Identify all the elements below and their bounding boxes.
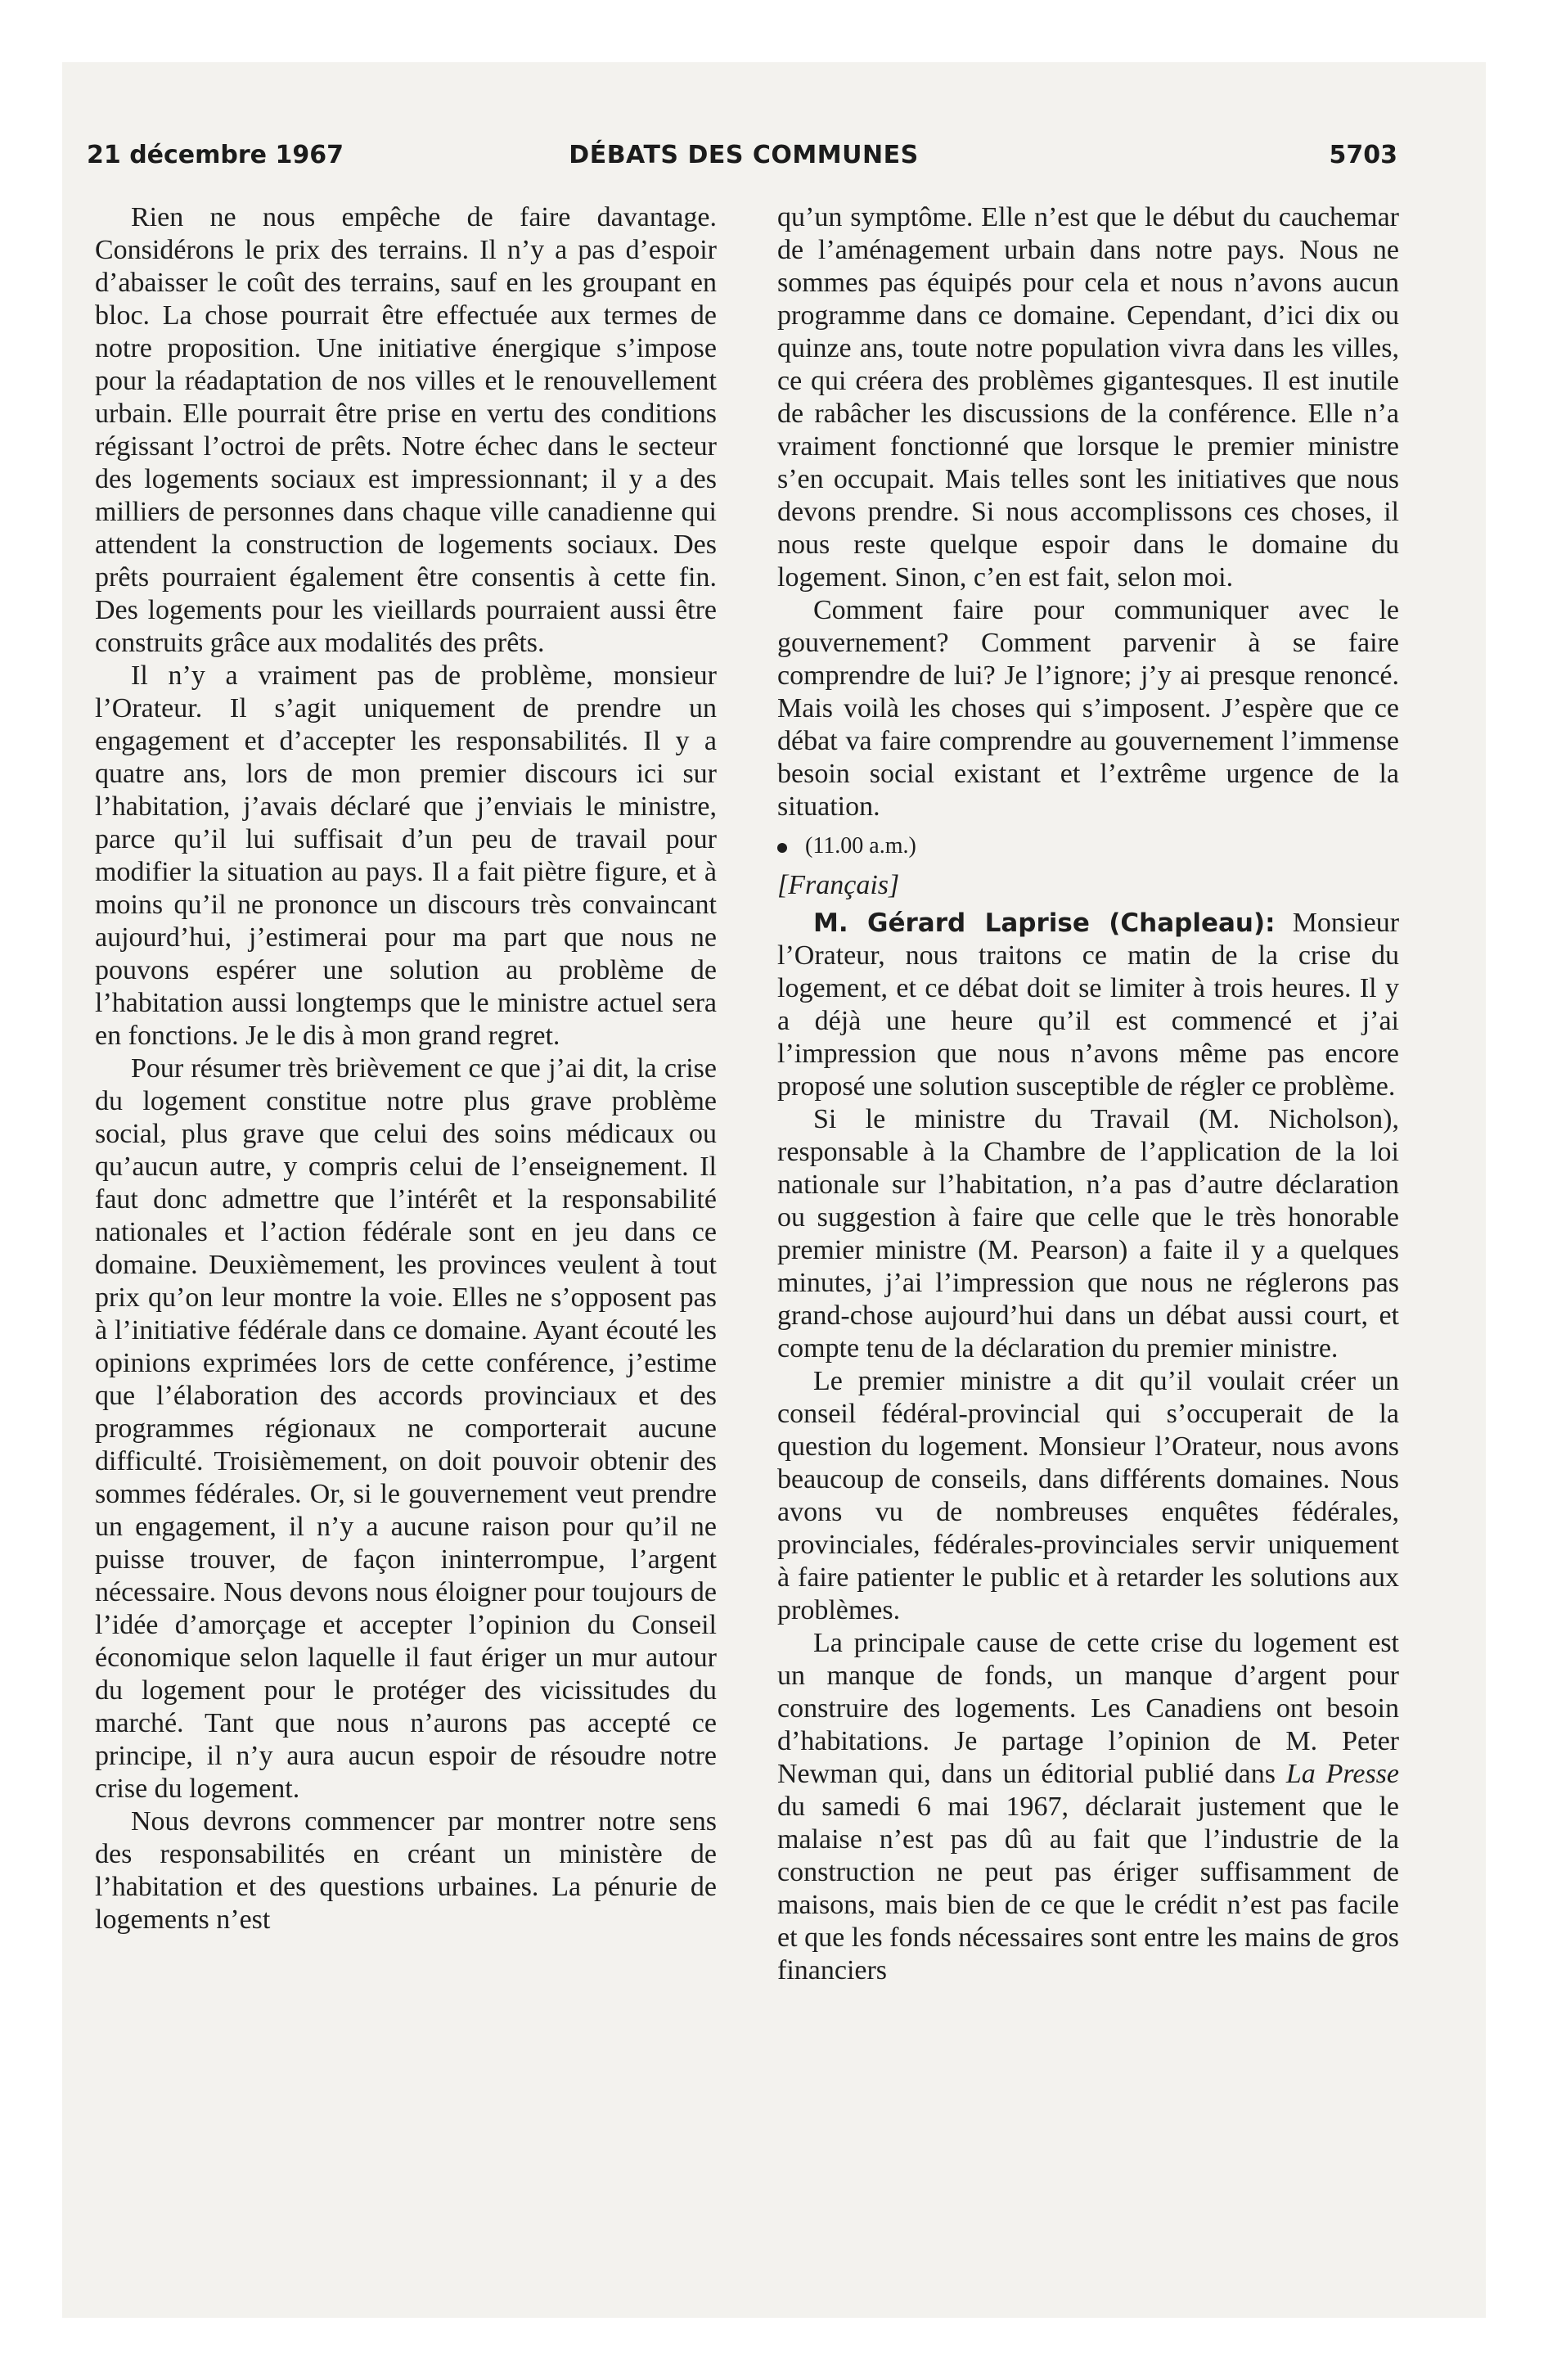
paragraph: qu’un symptôme. Elle n’est que le début du cauchemar de l’aménagement urbain dans notre pays. Nous ne sommes pas équipés pour cela et nous n’avons aucun programme dans ce domaine. Cependant, d’ici dix ou quinze ans, toute notre population vivra dans les villes, ce qui créera des problèmes gigantesques. Il est inutile de rabâcher les discussions de la conférence. Elle n’a vraiment fonctionné que lorsque le premier ministre s’en occupait. Mais telles sont les initiatives que nous devons prendre. Si nous accomplissons ces choses, il nous reste quelque espoir dans le domaine du logement. Sinon, c’en est fait, selon moi. — [777, 202, 1399, 593]
paragraph — [777, 1627, 1399, 1987]
left-column — [95, 201, 717, 1936]
paragraph: Comment faire pour communiquer avec le gouvernement? Comment parvenir à se faire comprendre de lui? Je l’ignore; j’y ai presque renoncé. Mais voilà les choses qui s’imposent. J’espère que ce débat va faire comprendre au gouvernement l’immense besoin social existant et l’extrême urgence de la situation. — [777, 595, 1399, 822]
header-title: DÉBATS DES COMMUNES — [569, 141, 919, 169]
speech-text: Monsieur l’Orateur, nous traitons ce matin de la crise du logement, et ce débat doit se limiter à trois heures. Il y a déjà une heure qu’il est commencé et j’ai l’impression que nous n’avons même pas encore proposé une solution susceptible de régler ce problème. — [777, 908, 1400, 1102]
speech-text: La principale cause de cette crise du logement est un manque de fonds, un manque d’argent pour construire des logements. Les Canadiens ont besoin d’habitations. Je partage l’opinion de M. Peter Newman qui, dans un éditorial publié dans — [777, 1628, 1399, 1789]
right-column — [777, 201, 1399, 1987]
publication-name: La Presse — [1285, 1759, 1399, 1789]
paragraph — [777, 907, 1399, 1103]
paragraph: Pour résumer très brièvement ce que j’ai dit, la crise du logement constitue notre plus grave problème social, plus grave que celui des soins médicaux ou qu’aucun autre, y compris celui de l’enseignement. Il faut donc admettre que l’intérêt et la responsabilité nationales et l’action fédérale sont en jeu dans ce domaine. Deuxièmement, les provinces veulent à tout prix qu’on leur montre la voie. Elles ne s’opposent pas à l’initiative fédérale dans ce domaine. Ayant écouté les opinions exprimées lors de cette conférence, j’estime que l’élaboration des accords provinciaux et des programmes régionaux ne comporterait aucune difficulté. Troisièmement, on doit pouvoir obtenir des sommes fédérales. Or, si le gouvernement veut prendre un engagement, il n’y a aucune raison pour qu’il ne puisse trouver, de façon ininterrompue, l’argent nécessaire. Nous devons nous éloigner pour toujours de l’idée d’amorçage et accepter l’opinion du Conseil économique selon laquelle il faut ériger un mur autour du logement pour le protéger des vicissitudes du marché. Tant que nous n’aurons pas accepté ce principe, il n’y aura aucun espoir de résoudre notre crise du logement. — [95, 1053, 717, 1804]
bullet-icon — [777, 843, 787, 853]
paragraph: Le premier ministre a dit qu’il voulait créer un conseil fédéral-provincial qui s’occuperait de la question du logement. Monsieur l’Orateur, nous avons beaucoup de conseils, dans différents domaines. Nous avons vu de nombreuses enquêtes fédérales, provinciales, fédérales-provinciales servir uniquement à faire patienter le public et à retarder les solutions aux problèmes. — [777, 1366, 1399, 1625]
header-date: 21 décembre 1967 — [87, 141, 344, 169]
time-label: (11.00 a.m.) — [805, 833, 916, 859]
time-marker — [777, 830, 1399, 863]
paragraph: Nous devrons commencer par montrer notre sens des responsabilités en créant un ministère de l’habitation et des questions urbaines. La pénurie de logements n’est — [95, 1806, 717, 1935]
paragraph: Il n’y a vraiment pas de problème, monsieur l’Orateur. Il s’agit uniquement de prendre un engagement et d’accepter les responsabilités. Il y a quatre ans, lors de mon premier discours ici sur l’habitation, j’avais déclaré que j’enviais le ministre, parce qu’il lui suffisait d’un peu de travail pour modifier la situation au pays. Il a fait piètre figure, et à moins qu’il ne prononce un discours très convaincant aujourd’hui, j’estimerai pour ma part que nous ne pouvons espérer une solution au problème de l’habitation aussi longtemps que le ministre actuel sera en fonctions. Je le dis à mon grand regret. — [95, 660, 717, 1051]
paragraph: Rien ne nous empêche de faire davantage. Considérons le prix des terrains. Il n’y a pas d’espoir d’abaisser le coût des terrains, sauf en les groupant en bloc. La chose pourrait être effectuée aux termes de notre proposition. Une initiative énergique s’impose pour la réadaptation de nos villes et le renouvellement urbain. Elle pourrait être prise en vertu des conditions régissant l’octroi de prêts. Notre échec dans le secteur des logements sociaux est impressionnant; il y a des milliers de personnes dans chaque ville canadienne qui attendent la construction de logements sociaux. Des prêts pourraient également être consentis à cette fin. Des logements pour les vieillards pourraient aussi être construits grâce aux modalités des prêts. — [95, 202, 717, 658]
speaker-name: M. Gérard Laprise (Chapleau): — [813, 908, 1276, 938]
speech-text: du samedi 6 mai 1967, déclarait justement que le malaise n’est pas dû au fait que l’industrie de la construction ne peut pas ériger suffisamment de maisons, mais bien de ce que le crédit n’est pas facile et que les fonds nécessaires sont entre les mains de gros financiers — [777, 1792, 1399, 1986]
header-page-number: 5703 — [1329, 141, 1397, 169]
page-header — [62, 133, 1425, 174]
paragraph: Si le ministre du Travail (M. Nicholson), responsable à la Chambre de l’application de la loi nationale sur l’habitation, n’a pas d’autre déclaration ou suggestion à faire que celle que le très honorable premier ministre (M. Pearson) a faite il y a quelques minutes, j’ai l’impression que nous ne réglerons pas grand-chose aujourd’hui dans un débat aussi court, et compte tenu de la déclaration du premier ministre. — [777, 1104, 1399, 1364]
language-marker: [Français] — [777, 870, 900, 900]
